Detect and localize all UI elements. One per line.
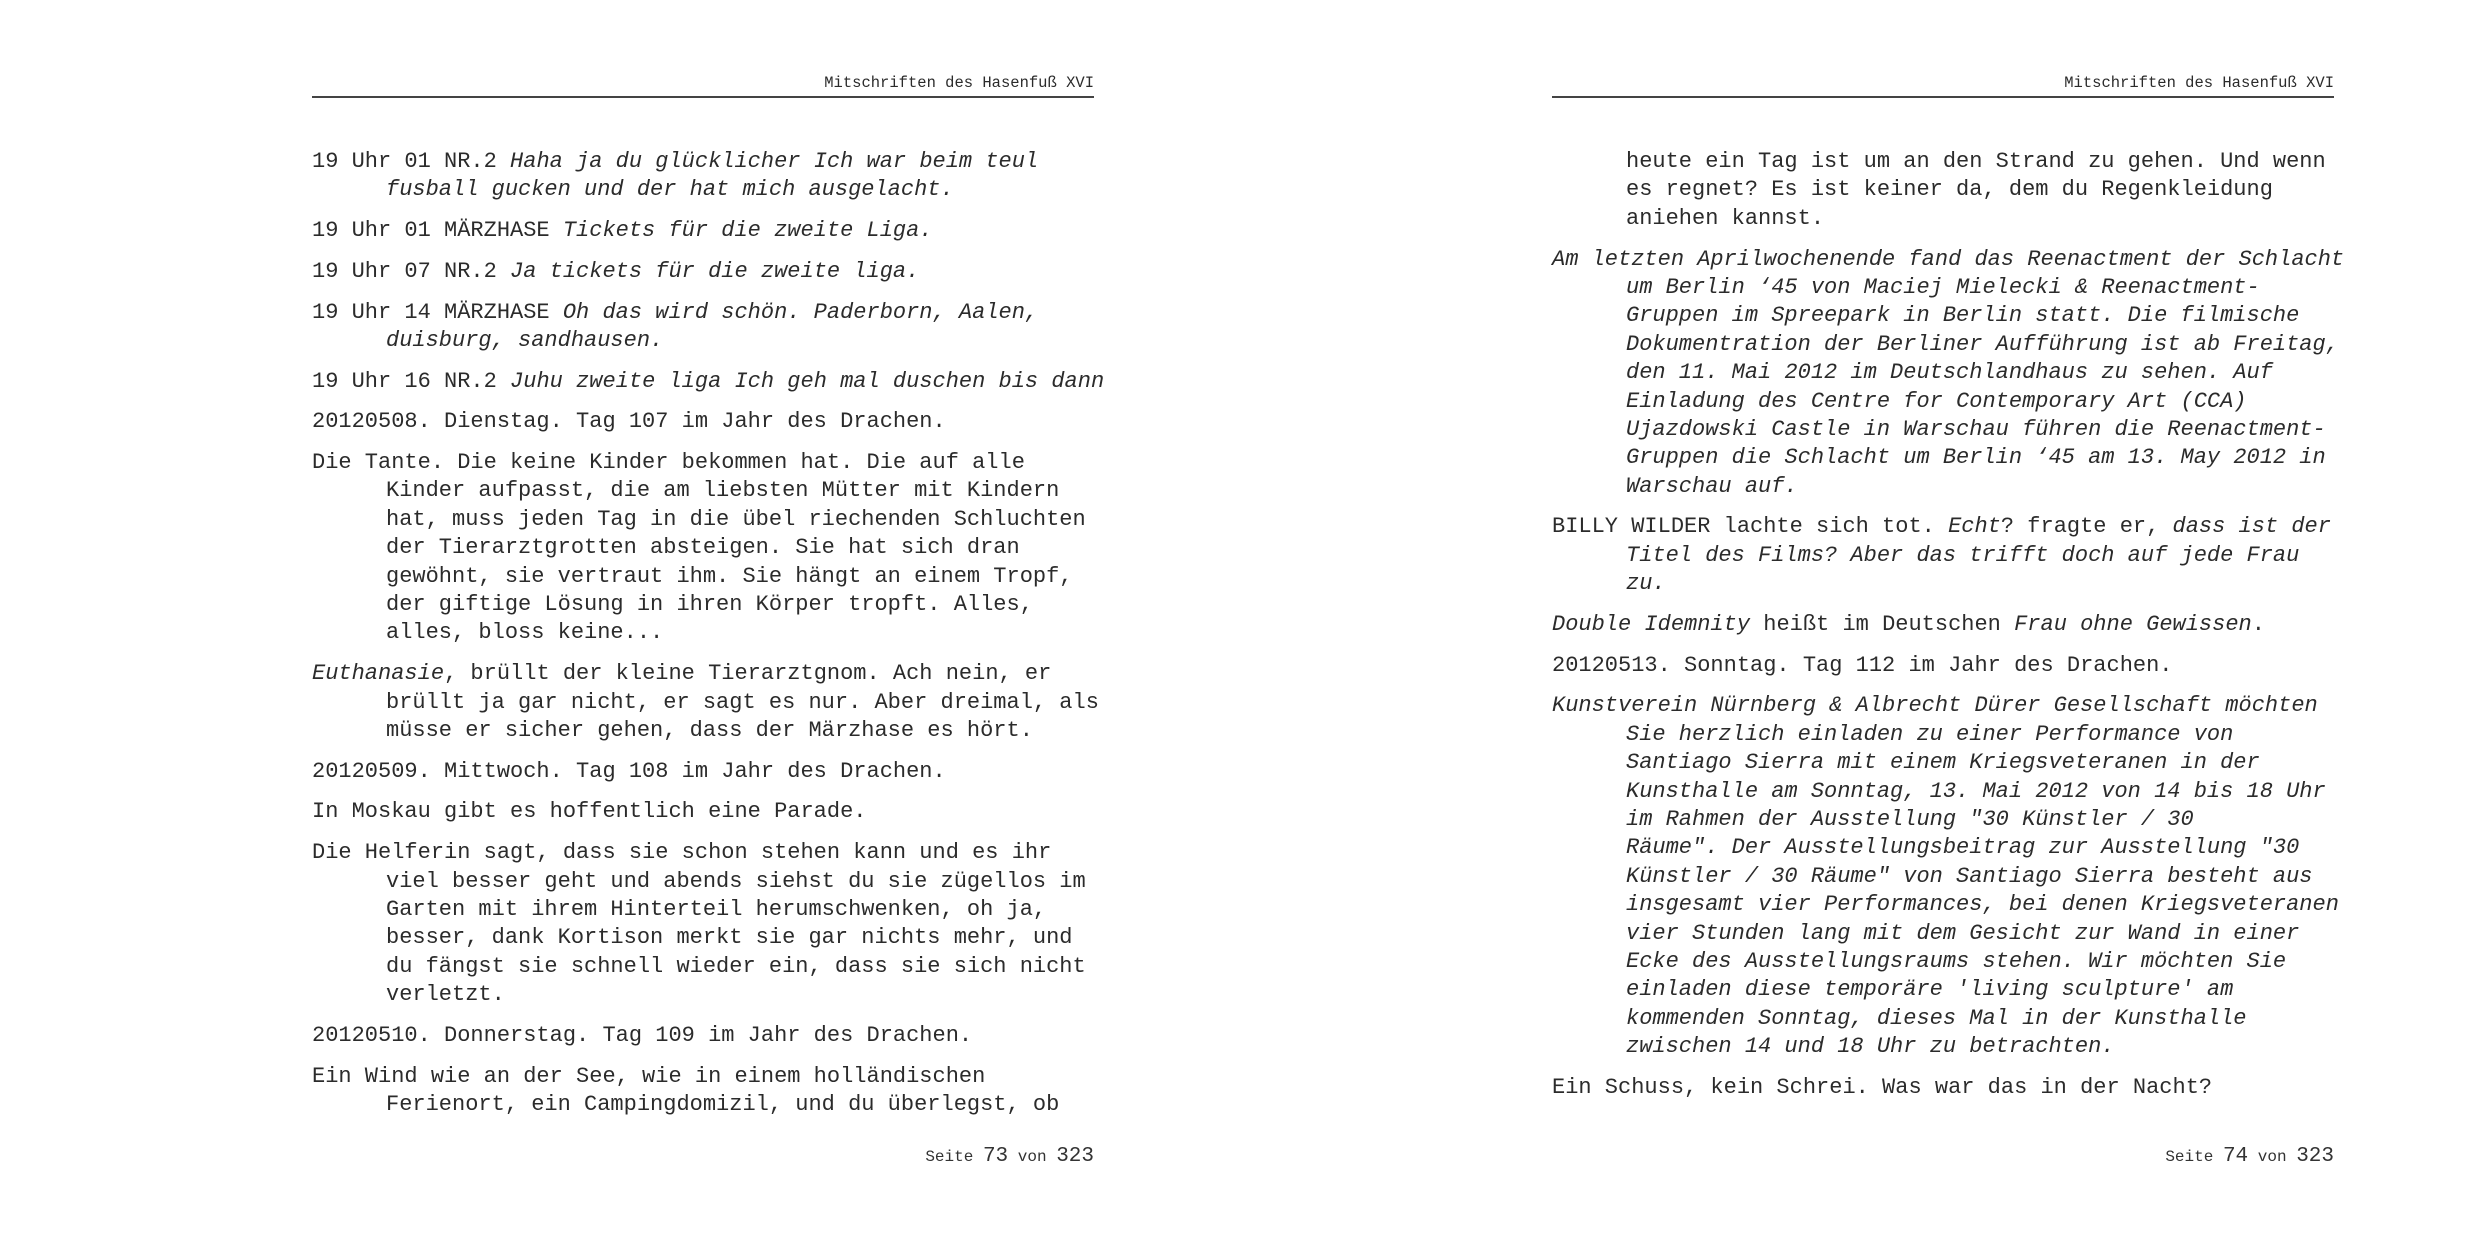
italic-text: im Rahmen der Ausstellung "30 Künstler / 30: [1626, 807, 2194, 833]
italic-text: Echt: [1948, 514, 2001, 540]
text-run: es regnet? Es ist keiner da, dem du Regenkleidung: [1626, 177, 2273, 203]
italic-text: Am letzten Aprilwochenende fand das Reenactment der Schlacht: [1552, 246, 2345, 272]
paragraph: [312, 408, 1132, 436]
italic-text: Kunstverein Nürnberg & Albrecht Dürer Gesellschaft möchten: [1552, 693, 2318, 719]
footer-page-number: 74: [2222, 1145, 2249, 1168]
italic-text: Double Idemnity: [1552, 611, 1751, 637]
footer-seite-label: Seite: [925, 1148, 974, 1166]
text-run: Ein Wind wie an der See, wie in einem holländischen: [312, 1063, 986, 1089]
italic-text: Sie herzlich einladen zu einer Performance von: [1626, 721, 2234, 747]
italic-text: duisburg, sandhausen.: [386, 327, 664, 353]
italic-text: den 11. Mai 2012 im Deutschlandhaus zu sehen. Auf: [1626, 360, 2273, 386]
italic-text: Oh das wird schön. Paderborn, Aalen,: [562, 299, 1039, 325]
page-body: [1552, 148, 2372, 1115]
text-run: Ein Schuss, kein Schrei. Was war das in der Nacht?: [1552, 1074, 2213, 1100]
text-run: gewöhnt, sie vertraut ihm. Sie hängt an einem Tropf,: [386, 563, 1073, 589]
paragraph: [1552, 611, 2372, 639]
text-run: Die Helferin sagt, dass sie schon stehen kann und es ihr: [312, 840, 1052, 866]
text-run: 20120510. Donnerstag. Tag 109 im Jahr des Drachen.: [312, 1022, 973, 1048]
text-run: heute ein Tag ist um an den Strand zu gehen. Und wenn: [1626, 149, 2326, 174]
text-run: , brüllt der kleine Tierarztgnom. Ach nein, er: [444, 661, 1052, 687]
text-run: der giftige Lösung in ihren Körper tropft. Alles,: [386, 592, 1033, 618]
paragraph: [312, 148, 1132, 205]
text-run: der Tierarztgrotten absteigen. Sie hat sich dran: [386, 535, 1020, 561]
paragraph: [312, 758, 1132, 786]
italic-text: Haha ja du glücklicher Ich war beim teul: [510, 149, 1039, 174]
paragraph: [312, 449, 1132, 648]
text-run: müsse er sicher gehen, dass der Märzhase es hört.: [386, 717, 1033, 743]
text-run: du fängst sie schnell wieder ein, dass sie sich nicht: [386, 953, 1086, 979]
italic-text: Ecke des Ausstellungsraums stehen. Wir möchten Sie: [1626, 949, 2287, 975]
italic-text: vier Stunden lang mit dem Gesicht zur Wand in einer: [1626, 920, 2300, 946]
paragraph: [312, 1022, 1132, 1050]
text-run: ? fragte er,: [2000, 514, 2173, 540]
paragraph-continuation: [1552, 148, 2372, 233]
paragraph: [1552, 692, 2372, 1061]
italic-text: Künstler / 30 Räume" von Santiago Sierra besteht aus: [1626, 863, 2313, 889]
text-run: besser, dank Kortison merkt sie gar nichts mehr, und: [386, 925, 1073, 951]
text-run: 19 Uhr 01 MÄRZHASE: [312, 218, 563, 244]
paragraph: [312, 258, 1132, 286]
text-run: 19 Uhr 14 MÄRZHASE: [312, 299, 563, 325]
italic-text: Gruppen im Spreepark in Berlin statt. Die filmische: [1626, 303, 2300, 329]
header-rule: [312, 96, 1094, 98]
italic-text: Einladung des Centre for Contemporary Art (CCA): [1626, 388, 2247, 414]
footer-page-total: 323: [1056, 1145, 1094, 1168]
italic-text: Warschau auf.: [1626, 473, 1798, 499]
italic-text: Euthanasie: [312, 661, 445, 687]
page-footer: [2165, 1145, 2334, 1168]
text-run: 20120513. Sonntag. Tag 112 im Jahr des Drachen.: [1552, 652, 2173, 678]
text-run: aniehen kannst.: [1626, 205, 1825, 231]
italic-text: zwischen 14 und 18 Uhr zu betrachten.: [1626, 1034, 2115, 1060]
page-footer: [925, 1145, 1094, 1168]
text-run: 19 Uhr 07 NR.2: [312, 258, 511, 284]
italic-text: Tickets für die zweite Liga.: [562, 218, 933, 244]
footer-seite-label: Seite: [2165, 1148, 2214, 1166]
paragraph: [312, 217, 1132, 245]
running-header: Mitschriften des Hasenfuß XVI: [2064, 74, 2334, 92]
paragraph: [1552, 246, 2372, 502]
running-header: Mitschriften des Hasenfuß XVI: [824, 74, 1094, 92]
italic-text: zu.: [1626, 571, 1666, 597]
footer-page-total: 323: [2296, 1145, 2334, 1168]
paragraph: [312, 1063, 1132, 1120]
footer-von-label: von: [1017, 1148, 1047, 1166]
text-run: Kinder aufpasst, die am liebsten Mütter mit Kindern: [386, 478, 1060, 504]
text-run: Die Tante. Die keine Kinder bekommen hat. Die auf alle: [312, 450, 1025, 476]
text-run: 19 Uhr 01 NR.2: [312, 149, 511, 174]
text-run: verletzt.: [386, 982, 505, 1008]
italic-text: kommenden Sonntag, dieses Mal in der Kunsthalle: [1626, 1005, 2247, 1031]
italic-text: Frau ohne Gewissen: [2014, 611, 2252, 637]
italic-text: Dokumentration der Berliner Aufführung ist ab Freitag,: [1626, 331, 2339, 357]
italic-text: Ujazdowski Castle in Warschau führen die Reenactment-: [1626, 416, 2326, 442]
text-run: hat, muss jeden Tag in die übel riechenden Schluchten: [386, 506, 1086, 532]
italic-text: dass ist der: [2172, 514, 2331, 540]
italic-text: Räume". Der Ausstellungsbeitrag zur Ausstellung "30: [1626, 835, 2300, 861]
paragraph: [312, 839, 1132, 1009]
paragraph: [312, 299, 1132, 356]
italic-text: Titel des Films? Aber das trifft doch auf jede Frau: [1626, 542, 2300, 568]
page-body: [312, 148, 1132, 1132]
paragraph: [1552, 513, 2372, 598]
italic-text: Juhu zweite liga Ich geh mal duschen bis dann: [510, 368, 1105, 394]
paragraph: [312, 368, 1132, 396]
italic-text: Ja tickets für die zweite liga.: [510, 258, 920, 284]
text-run: 19 Uhr 16 NR.2: [312, 368, 511, 394]
text-run: Garten mit ihrem Hinterteil herumschwenken, oh ja,: [386, 896, 1047, 922]
text-run: alles, bloss keine...: [386, 620, 664, 646]
text-run: 20120508. Dienstag. Tag 107 im Jahr des Drachen.: [312, 409, 946, 435]
text-run: 20120509. Mittwoch. Tag 108 im Jahr des Drachen.: [312, 758, 946, 784]
text-run: BILLY WILDER lachte sich tot.: [1552, 514, 1949, 540]
italic-text: einladen diese temporäre 'living sculpture' am: [1626, 977, 2234, 1003]
text-run: brüllt ja gar nicht, er sagt es nur. Aber dreimal, als: [386, 689, 1099, 715]
italic-text: Kunsthalle am Sonntag, 13. Mai 2012 von 14 bis 18 Uhr: [1626, 778, 2326, 804]
text-run: heißt im Deutschen: [1750, 611, 2015, 637]
text-run: In Moskau gibt es hoffentlich eine Parade.: [312, 799, 867, 825]
page-right: [1240, 0, 2480, 1240]
italic-text: insgesamt vier Performances, bei denen Kriegsveteranen: [1626, 892, 2339, 918]
italic-text: um Berlin ‘45 von Maciej Mielecki & Reenactment-: [1626, 274, 2260, 300]
paragraph: [1552, 652, 2372, 680]
paragraph: [1552, 1074, 2372, 1102]
italic-text: Gruppen die Schlacht um Berlin ‘45 am 13. May 2012 in: [1626, 445, 2326, 471]
text-run: Ferienort, ein Campingdomizil, und du überlegst, ob: [386, 1091, 1060, 1117]
italic-text: Santiago Sierra mit einem Kriegsveteranen in der: [1626, 750, 2260, 776]
header-rule: [1552, 96, 2334, 98]
paragraph: [312, 660, 1132, 745]
text-run: .: [2251, 611, 2265, 637]
paragraph: [312, 798, 1132, 826]
footer-page-number: 73: [982, 1145, 1009, 1168]
footer-von-label: von: [2257, 1148, 2287, 1166]
italic-text: fusball gucken und der hat mich ausgelacht.: [386, 177, 954, 203]
text-run: viel besser geht und abends siehst du sie zügellos im: [386, 868, 1086, 894]
